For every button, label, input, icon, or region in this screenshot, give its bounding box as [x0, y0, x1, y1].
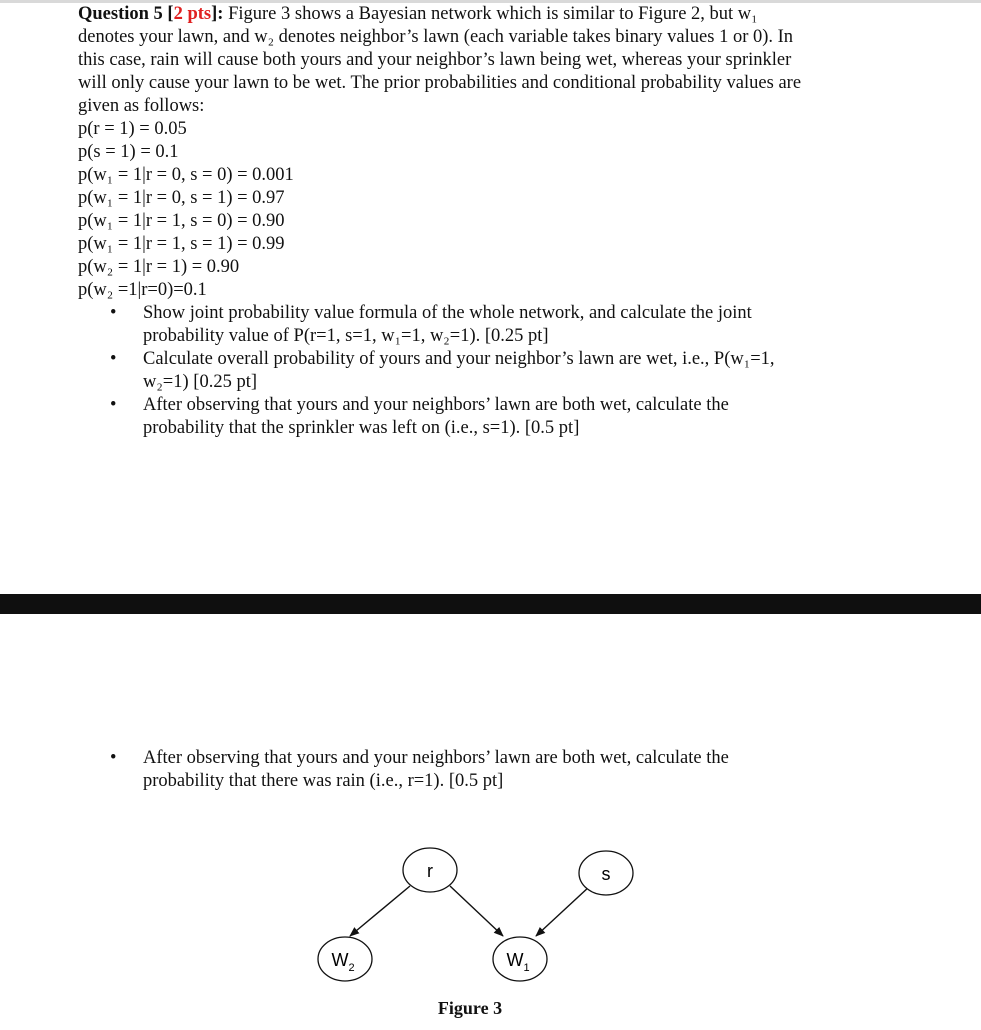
intro-text-3: this case, rain will cause both yours and your neighbor’s lawn being wet, whereas your sprinkler — [78, 50, 792, 70]
figure-caption: Figure 3 — [437, 998, 503, 1018]
bullet-sprinkler-line-1: After observing that yours and your neighbors’ lawn are both wet, calculate the — [143, 395, 729, 415]
intro-text-2: denotes your lawn, and w₂ denotes neighbor’s lawn (each variable takes binary values 1 or 0). In — [78, 27, 794, 47]
bayesian-network-figure — [300, 840, 660, 1030]
question-title: Question 5 [ — [78, 4, 174, 24]
prob-w2-r0: p(w₂ =1|r=0)=0.1 — [78, 280, 207, 300]
question-line-1 — [78, 3, 958, 26]
network-diagram — [300, 840, 660, 990]
node-w2-subscript: 2 — [348, 962, 355, 974]
question-title-close: ]: — [211, 4, 224, 24]
bullet-rain-line-1: After observing that yours and your neighbors’ lawn are both wet, calculate the — [143, 748, 729, 768]
node-r-label: r — [427, 861, 433, 881]
intro-text-1: Figure 3 shows a Bayesian network which is similar to Figure 2, but w₁ — [223, 4, 758, 24]
bullet-sprinkler-line-2: probability that the sprinkler was left on (i.e., s=1). [0.5 pt] — [143, 418, 580, 438]
node-w1-letter: W — [506, 950, 524, 970]
bullet-item-joint — [110, 302, 830, 348]
prob-w1-r0-s1: p(w₁ = 1|r = 0, s = 1) = 0.97 — [78, 188, 285, 208]
bullet-rain-line-2: probability that there was rain (i.e., r=1). [0.5 pt] — [143, 771, 504, 791]
edge-s-to-w1 — [536, 886, 590, 936]
prob-r: p(r = 1) = 0.05 — [78, 119, 187, 139]
bullet-list-top — [110, 302, 830, 440]
edge-r-to-w1 — [450, 886, 503, 936]
bullet-joint-line-2: probability value of P(r=1, s=1, w₁=1, w₂=1). [0.25 pt] — [143, 326, 549, 346]
points-label: 2 pts — [173, 4, 212, 24]
bullet-joint-line-1: Show joint probability value formula of the whole network, and calculate the joint — [143, 303, 752, 323]
bullet-dot: • — [110, 303, 117, 323]
bullet-list-bottom — [110, 747, 830, 793]
intro-text-4: will only cause your lawn to be wet. The prior probabilities and conditional probability values are — [78, 73, 802, 93]
intro-text-5: given as follows: — [78, 96, 205, 116]
page-separator-bar — [0, 594, 981, 614]
bullet-item-sprinkler — [110, 394, 830, 440]
bullet-overall-line-2: w₂=1) [0.25 pt] — [143, 372, 257, 392]
node-w2-letter: W — [331, 950, 349, 970]
prob-w1-r0-s0: p(w₁ = 1|r = 0, s = 0) = 0.001 — [78, 165, 294, 185]
bullet-dot: • — [110, 349, 117, 369]
prob-w1-r1-s0: p(w₁ = 1|r = 1, s = 0) = 0.90 — [78, 211, 285, 231]
bullet-dot: • — [110, 395, 117, 415]
question-text — [78, 3, 958, 302]
prob-w1-r1-s1: p(w₁ = 1|r = 1, s = 1) = 0.99 — [78, 234, 285, 254]
prob-s: p(s = 1) = 0.1 — [78, 142, 179, 162]
bullet-item-rain — [110, 747, 830, 793]
bullet-dot: • — [110, 748, 117, 768]
bullet-item-overall — [110, 348, 830, 394]
prob-w2-r1: p(w₂ = 1|r = 1) = 0.90 — [78, 257, 240, 277]
bullet-overall-line-1: Calculate overall probability of yours and your neighbor’s lawn are wet, i.e., P(w₁=1, — [143, 349, 775, 369]
edge-r-to-w2 — [350, 886, 410, 936]
node-w1-subscript: 1 — [523, 962, 530, 974]
node-s-label: s — [601, 864, 611, 884]
